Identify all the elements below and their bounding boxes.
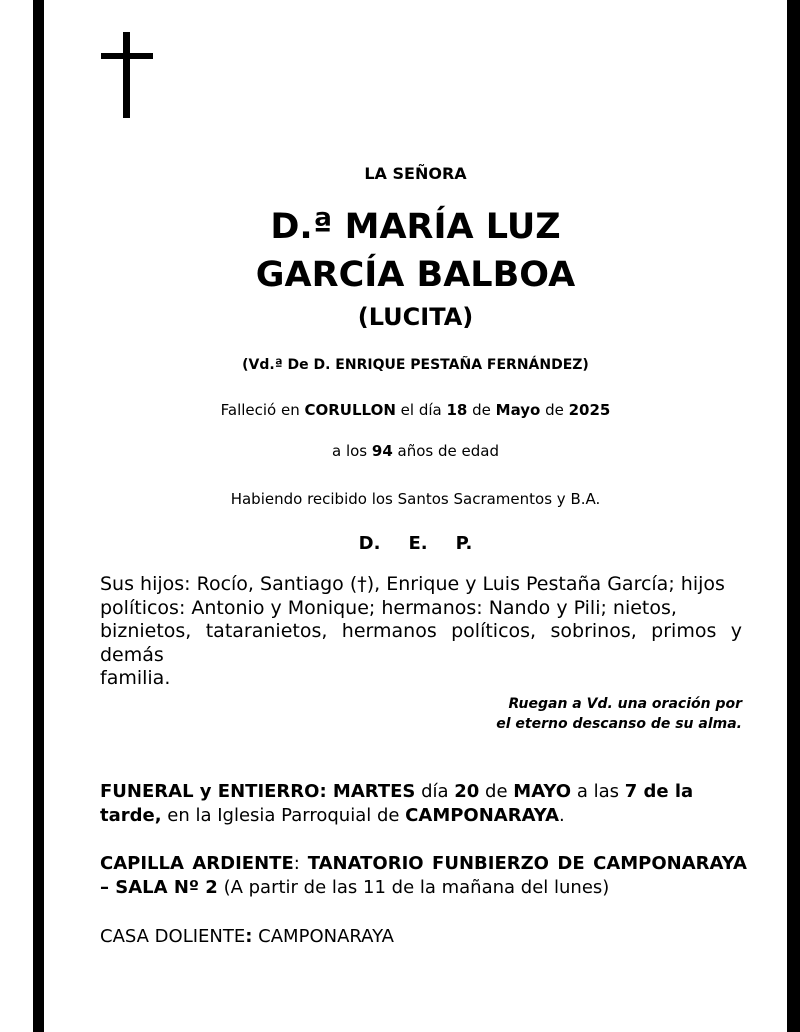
cross-icon [101, 32, 153, 118]
family-list: Sus hijos: Rocío, Santiago (†), Enrique y Luis Pestaña García; hijos políticos: Antonio y Monique; hermanos: Nando y Pili; nietos, biznietos, tataranietos, hermanos políticos, sobrinos, primos y demás familia. [100, 573, 742, 689]
right-border [787, 0, 800, 1032]
age-years: 94 [371, 442, 393, 460]
deceased-name-line2: GARCÍA BALBOA [255, 255, 576, 295]
prayer-request: Ruegan a Vd. una oración por el eterno descanso de su alma. [496, 696, 742, 732]
widow-of: (Vd.ª De D. ENRIQUE PESTAÑA FERNÁNDEZ) [242, 357, 589, 373]
nickname: (LUCITA) [357, 303, 474, 331]
rip-letters: D. E. P. [358, 533, 473, 554]
sacraments: Habiendo recibido los Santos Sacramentos y B.A. [230, 490, 601, 508]
death-day: 18 [446, 401, 468, 419]
funeral-info: FUNERAL y ENTIERRO: MARTES día 20 de MAYO a las 7 de la tarde, en la Iglesia Parroquial de CAMPONARAYA. [100, 781, 694, 826]
death-info: Falleció en CORULLON el día 18 de Mayo de 2025 [220, 401, 611, 419]
mourning-house: CASA DOLIENTE: CAMPONARAYA [100, 926, 394, 947]
left-border [33, 0, 44, 1032]
age-info: a los 94 años de edad [332, 442, 499, 460]
intro-label: LA SEÑORA [364, 164, 467, 183]
deceased-name-line1: D.ª MARÍA LUZ [270, 207, 561, 247]
chapel-info: CAPILLA ARDIENTE: TANATORIO FUNBIERZO DE CAMPONARAYA – SALA Nº 2 (A partir de las 11 de la mañana del lunes) [100, 853, 747, 898]
death-month: Mayo [495, 401, 541, 419]
death-year: 2025 [568, 401, 611, 419]
death-place: CORULLON [304, 401, 396, 419]
